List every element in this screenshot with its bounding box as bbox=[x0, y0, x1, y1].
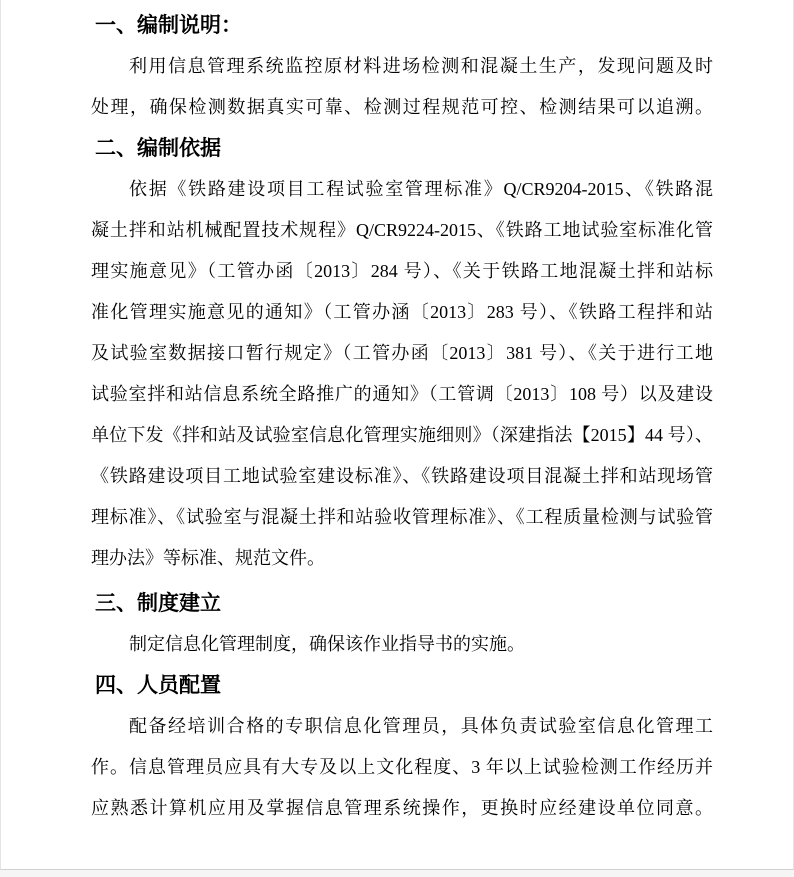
section bbox=[91, 583, 713, 665]
paragraph-line: 《铁路建设项目工地试验室建设标准》、《铁路建设项目混凝土拌和站现场管 bbox=[91, 466, 713, 486]
paragraph-line: 及试验室数据接口暂行规定》（工管办函〔2013〕381 号）、《关于进行工地 bbox=[91, 343, 713, 363]
paragraph-line: 制定信息化管理制度，确保该作业指导书的实施。 bbox=[129, 634, 525, 654]
document-body bbox=[1, 0, 793, 829]
section bbox=[91, 128, 713, 579]
section-heading-2: 二、编制依据 bbox=[95, 137, 221, 160]
paragraph-line: 试验室拌和站信息系统全路推广的通知》（工管调〔2013〕108 号）以及建设 bbox=[91, 384, 713, 404]
paragraph-line: 理标准》、《试验室与混凝土拌和站验收管理标准》、《工程质量检测与试验管 bbox=[91, 507, 713, 527]
paragraph-line: 处理，确保检测数据真实可靠、检测过程规范可控、检测结果可以追溯。 bbox=[91, 97, 713, 117]
paragraph-line: 凝土拌和站机械配置技术规程》Q/CR9224-2015、《铁路工地试验室标准化管 bbox=[91, 220, 713, 240]
paragraph-line: 单位下发《拌和站及试验室信息化管理实施细则》（深建指法【2015】44 号）、 bbox=[91, 425, 713, 445]
section-heading-1: 一、编制说明： bbox=[95, 14, 242, 37]
paragraph-line: 理办法》等标准、规范文件。 bbox=[91, 548, 325, 568]
section-heading-3: 三、制度建立 bbox=[95, 592, 221, 615]
section bbox=[91, 665, 713, 829]
paragraph-line: 配备经培训合格的专职信息化管理员，具体负责试验室信息化管理工 bbox=[129, 716, 713, 736]
paragraph-line: 应熟悉计算机应用及掌握信息管理系统操作，更换时应经建设单位同意。 bbox=[91, 798, 713, 818]
paragraph-line: 理实施意见》（工管办函〔2013〕284 号）、《关于铁路工地混凝土拌和站标 bbox=[91, 261, 713, 281]
paragraph-line: 作。信息管理员应具有大专及以上文化程度、3 年以上试验检测工作经历并 bbox=[91, 757, 713, 777]
paragraph-line: 依据《铁路建设项目工程试验室管理标准》Q/CR9204-2015、《铁路混 bbox=[129, 179, 713, 199]
section-heading-4: 四、人员配置 bbox=[95, 674, 221, 697]
paragraph-line: 利用信息管理系统监控原材料进场检测和混凝土生产，发现问题及时 bbox=[129, 56, 713, 76]
paragraph-line: 准化管理实施意见的通知》（工管办涵〔2013〕283 号）、《铁路工程拌和站 bbox=[91, 302, 713, 322]
section bbox=[91, 5, 713, 128]
